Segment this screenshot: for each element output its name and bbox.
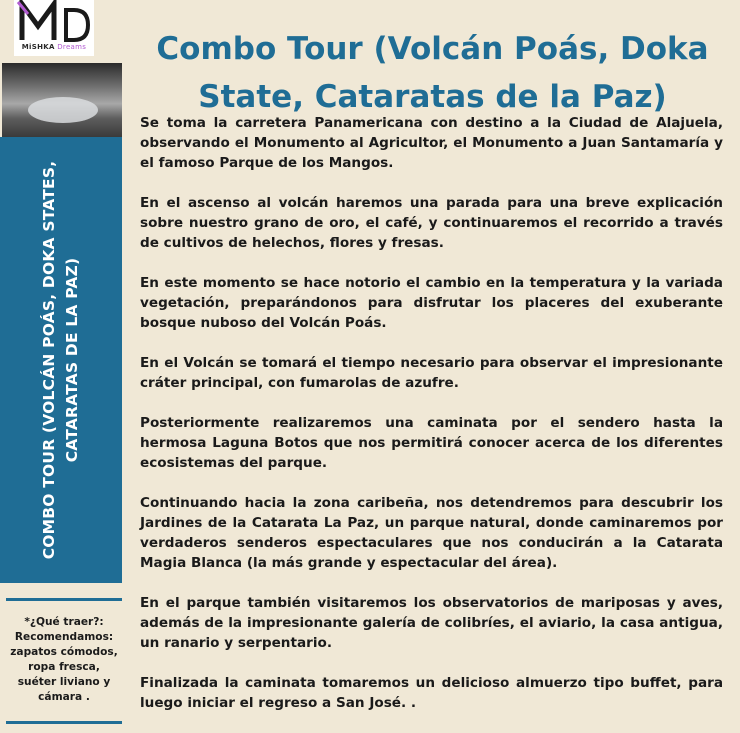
tour-description — [140, 113, 723, 733]
what-to-bring-box — [6, 598, 122, 724]
paragraph: En el parque también visitaremos los observatorios de mariposas y aves, además de la impresionante galería de colibríes, el aviario, la casa antigua, un ranario y serpentario. — [140, 595, 723, 651]
paragraph: Continuando hacia la zona caribeña, nos detendremos para descubrir los Jardines de la Catarata La Paz, un parque natural, donde caminaremos por verdaderos senderos espectaculares que nos conducirán a la Catarata Magia Blanca (la más grande y espectacular del área). — [140, 495, 723, 571]
paragraph: En el ascenso al volcán haremos una parada para una breve explicación sobre nuestro grano de oro, el café, y continuaremos el recorrido a través de cultivos de helechos, flores y fresas. — [140, 195, 723, 251]
paragraph: En este momento se hace notorio el cambio en la temperatura y la variada vegetación, preparándonos para disfrutar los placeres del exuberante bosque nuboso del Volcán Poás. — [140, 275, 723, 331]
page-title: Combo Tour (Volcán Poás, Doka State, Cataratas de la Paz) — [156, 30, 709, 115]
logo-brand-text — [14, 43, 94, 51]
volcano-crater-photo — [2, 63, 122, 137]
logo — [14, 0, 94, 56]
paragraph: Posteriormente realizaremos una caminata por el sendero hasta la hermosa Laguna Botos que nos permitirá conocer acerca de los diferentes ecosistemas del parque. — [140, 415, 723, 471]
paragraph: En el Volcán se tomará el tiempo necesario para observar el impresionante cráter principal, con fumarolas de azufre. — [140, 355, 723, 391]
logo-brand-suffix: Dreams — [57, 43, 87, 51]
crater-lake — [28, 97, 98, 123]
what-to-bring-text: *¿Qué traer?: Recomendamos: zapatos cómodos, ropa fresca, suéter liviano y cámara . — [10, 616, 118, 703]
logo-mark-icon — [14, 0, 94, 44]
paragraph: Finalizada la caminata tomaremos un delicioso almuerzo tipo buffet, para luego iniciar el regreso a San José. . — [140, 675, 723, 711]
logo-brand-name: MiSHKA — [21, 43, 55, 51]
paragraph: Se toma la carretera Panamericana con destino a la Ciudad de Alajuela, observando el Monumento al Agricultor, el Monumento a Juan Santamaría y el famoso Parque de los Mangos. — [140, 115, 723, 171]
sidebar-vertical-title: COMBO TOUR (VOLCÁN POÁS, DOKA STATES, CATARATAS DE LA PAZ) — [40, 160, 81, 560]
